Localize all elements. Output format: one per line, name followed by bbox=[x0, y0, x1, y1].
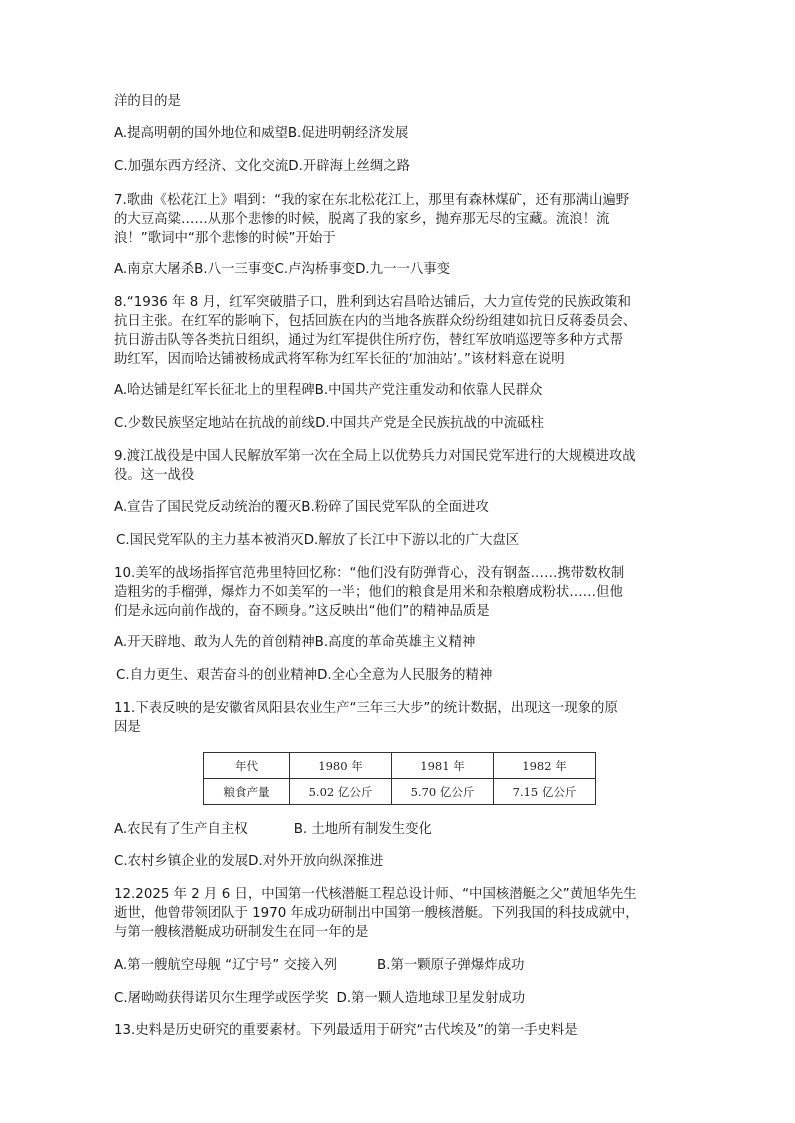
q9-option-c[interactable]: C.国民党军队的主力基本被消灭 bbox=[116, 533, 304, 548]
q10-option-d[interactable]: D.全心全意为人民服务的精神 bbox=[317, 668, 493, 683]
q8-option-d[interactable]: D.中国共产党是全民族抗战的中流砥柱 bbox=[315, 416, 544, 431]
q7-line1: 7.歌曲《松花江上》唱到：“我的家在东北松花江上，那里有森林煤矿，还有那满山遍野 bbox=[114, 193, 630, 208]
q12-options-row1 bbox=[114, 956, 694, 975]
q7-option-c[interactable]: C.卢沟桥事变 bbox=[274, 262, 356, 277]
table-header-cell: 粮食产量 bbox=[204, 779, 290, 805]
table-row bbox=[204, 779, 596, 805]
table-cell: 1981 年 bbox=[392, 753, 494, 779]
q9-option-b[interactable]: B.粉碎了国民党军队的全面进攻 bbox=[301, 500, 489, 515]
q7-option-a[interactable]: A.南京大屠杀 bbox=[114, 262, 195, 277]
q9-options-row2 bbox=[116, 531, 696, 550]
q11-option-d[interactable]: D.对外开放向纵深推进 bbox=[248, 854, 384, 869]
q8-line4: 助红军，因而哈达铺被杨成武将军称为红军长征的‘加油站’。”该材料意在说明 bbox=[114, 352, 565, 367]
q7-option-b[interactable]: B.八一三事变 bbox=[194, 262, 275, 277]
q13-line1: 13.史料是历史研究的重要素材。下列最适用于研究“古代埃及”的第一手史料是 bbox=[114, 1023, 578, 1038]
q7-options bbox=[114, 260, 694, 279]
q12-option-b[interactable]: B.第一颗原子弹爆炸成功 bbox=[377, 958, 525, 973]
q10-options-row1 bbox=[114, 633, 694, 652]
q10-option-c[interactable]: C.自力更生、艰苦奋斗的创业精神 bbox=[116, 668, 318, 683]
q8-line3: 抗日游击队等各类抗日组织，通过为红军提供住所疗伤，替红军放哨巡逻等多种方式帮 bbox=[114, 333, 623, 348]
table-cell: 1980 年 bbox=[290, 753, 392, 779]
q12-line3: 与第一艘核潜艇成功研制发生在同一年的是 bbox=[114, 925, 369, 940]
q12-options-row2 bbox=[114, 989, 694, 1008]
q6-options-row1 bbox=[114, 124, 694, 143]
q9-option-a[interactable]: A.宣告了国民党反动统治的覆灭 bbox=[114, 500, 302, 515]
grain-output-table bbox=[203, 752, 596, 805]
q10-option-a[interactable]: A.开天辟地、敢为人先的首创精神 bbox=[114, 635, 315, 650]
q10-line3: 们是永远向前作战的，奋不顾身。”这反映出“他们”的精神品质是 bbox=[114, 604, 490, 619]
table-row bbox=[204, 753, 596, 779]
q8-options-row1 bbox=[114, 381, 694, 400]
q12-option-d[interactable]: D.第一颗人造地球卫星发射成功 bbox=[336, 991, 526, 1006]
q7-line3: 浪！”歌词中“那个悲惨的时候”开始于 bbox=[114, 231, 336, 246]
q11-option-a[interactable]: A.农民有了生产自主权 bbox=[114, 822, 248, 837]
table-cell: 1982 年 bbox=[494, 753, 596, 779]
table-cell: 5.02 亿公斤 bbox=[290, 779, 392, 805]
q7-line2: 的大豆高粱……从那个悲惨的时候，脱离了我的家乡，抛弃那无尽的宝藏。流浪！流 bbox=[114, 212, 610, 227]
q9-line2: 役。这一战役 bbox=[114, 468, 195, 483]
q10-option-b[interactable]: B.高度的革命英雄主义精神 bbox=[314, 635, 476, 650]
q6-option-c[interactable]: C.加强东西方经济、文化交流 bbox=[114, 159, 289, 174]
q10-options-row2 bbox=[116, 666, 696, 685]
table-header-cell: 年代 bbox=[204, 753, 290, 779]
q11-line2: 因是 bbox=[114, 720, 141, 735]
q9-line1: 9.渡江战役是中国人民解放军第一次在全局上以优势兵力对国民党军进行的大规模进攻战 bbox=[114, 449, 636, 464]
q12-line1: 12.2025 年 2 月 6 日，中国第一代核潜艇工程总设计师、“中国核潜艇之父”黄旭华先生 bbox=[114, 887, 637, 902]
q6-option-a[interactable]: A.提高明朝的国外地位和威望 bbox=[114, 126, 288, 141]
q11-options-row1 bbox=[114, 820, 694, 839]
q12-option-a[interactable]: A.第一艘航空母舰 “辽宁号” 交接入列 bbox=[114, 958, 338, 973]
q8-option-b[interactable]: B.中国共产党注重发动和依靠人民群众 bbox=[314, 383, 543, 398]
q9-option-d[interactable]: D.解放了长江中下游以北的广大盘区 bbox=[303, 533, 520, 548]
q12-option-c[interactable]: C.屠呦呦获得诺贝尔生理学或医学奖 bbox=[114, 991, 329, 1006]
q10-line1: 10.美军的战场指挥官范弗里特回忆称：“他们没有防弹背心，没有钢盔……携带数枚制 bbox=[114, 566, 625, 581]
q9-options-row1 bbox=[114, 498, 694, 517]
q6-stem: 洋的目的是 bbox=[114, 94, 181, 109]
q11-options-row2 bbox=[114, 852, 694, 871]
q6-options-row2 bbox=[114, 157, 694, 176]
table-cell: 7.15 亿公斤 bbox=[494, 779, 596, 805]
q12-line2: 逝世，他曾带领团队于 1970 年成功研制出中国第一艘核潜艇。下列我国的科技成就中， bbox=[114, 906, 639, 921]
q8-line1: 8.“1936 年 8 月，红军突破腊子口，胜利到达宕昌哈达铺后，大力宣传党的民族政策和 bbox=[114, 295, 631, 310]
table-cell: 5.70 亿公斤 bbox=[392, 779, 494, 805]
q11-option-b[interactable]: B. 土地所有制发生变化 bbox=[293, 822, 432, 837]
q8-options-row2 bbox=[114, 414, 694, 433]
q8-option-a[interactable]: A.哈达铺是红军长征北上的里程碑 bbox=[114, 383, 315, 398]
q7-option-d[interactable]: D.九一一八事变 bbox=[355, 262, 451, 277]
q8-option-c[interactable]: C.少数民族坚定地站在抗战的前线 bbox=[114, 416, 316, 431]
q10-line2: 造粗劣的手榴弹，爆炸力不如美军的一半；他们的粮食是用米和杂粮磨成粉状……但他 bbox=[114, 585, 623, 600]
q6-option-d[interactable]: D.开辟海上丝绸之路 bbox=[288, 159, 410, 174]
q11-option-c[interactable]: C.农村乡镇企业的发展 bbox=[114, 854, 249, 869]
q11-line1: 11.下表反映的是安徽省凤阳县农业生产“三年三大步”的统计数据，出现这一现象的原 bbox=[114, 701, 618, 716]
q8-line2: 抗日主张。在红军的影响下，包括回族在内的当地各族群众纷纷组建如抗日反蒋委员会、 bbox=[114, 314, 637, 329]
q6-option-b[interactable]: B.促进明朝经济发展 bbox=[287, 126, 409, 141]
